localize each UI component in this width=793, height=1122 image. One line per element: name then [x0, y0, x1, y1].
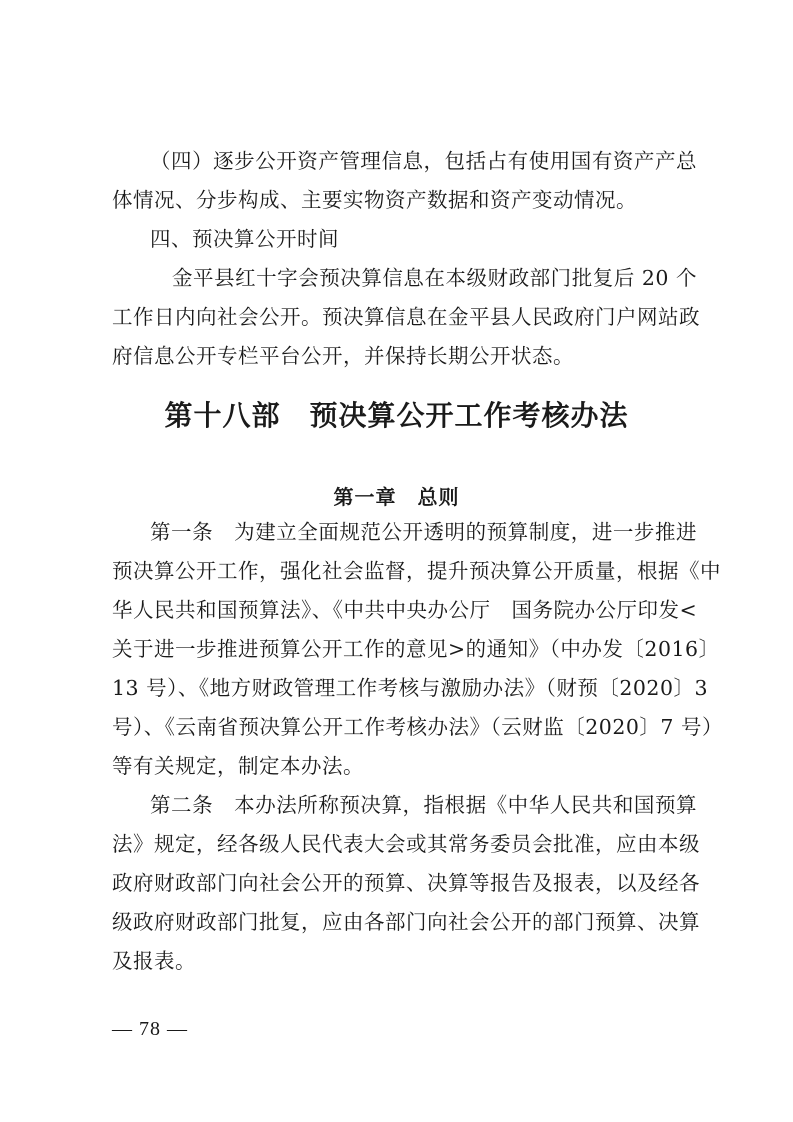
- article1-line5: 13 号）、《地方财政管理工作考核与激励办法》（财预〔2020〕3: [112, 676, 709, 700]
- article2-line3: 政府财政部门向社会公开的预算、决算等报告及报表，以及经各: [112, 871, 700, 895]
- article2-line1: 第二条 本办法所称预决算，指根据《中华人民共和国预算: [150, 793, 697, 817]
- article1-line1: 第一条 为建立全面规范公开透明的预算制度，进一步推进: [150, 520, 697, 544]
- disclosure-time-heading: 四、预决算公开时间: [150, 227, 339, 251]
- article1-line6: 号）、《云南省预决算公开工作考核办法》（云财监〔2020〕7 号）: [112, 715, 723, 739]
- section4-line1: （四）逐步公开资产管理信息，包括占有使用国有资产产总: [150, 149, 697, 173]
- disclosure-time-line1: 金平县红十字会预决算信息在本级财政部门批复后 20 个: [172, 266, 697, 290]
- disclosure-time-line2: 工作日内向社会公开。预决算信息在金平县人民政府门户网站政: [112, 305, 700, 329]
- article1-line2: 预决算公开工作，强化社会监督，提升预决算公开质量，根据《中: [112, 559, 721, 583]
- article2-line5: 及报表。: [112, 949, 196, 973]
- part-title: 第十八部 预决算公开工作考核办法: [164, 399, 629, 432]
- section4-line2: 体情况、分步构成、主要实物资产数据和资产变动情况。: [112, 188, 637, 212]
- article1-line4: 关于进一步推进预算公开工作的意见>的通知》（中办发〔2016〕: [112, 637, 720, 661]
- article1-line3: 华人民共和国预算法》、《中共中央办公厅 国务院办公厅印发<: [112, 598, 698, 622]
- chapter-title: 第一章 总则: [333, 485, 460, 509]
- article2-line2: 法》规定，经各级人民代表大会或其常务委员会批准，应由本级: [112, 832, 700, 856]
- article1-line7: 等有关规定，制定本办法。: [112, 754, 364, 778]
- article2-line4: 级政府财政部门批复，应由各部门向社会公开的部门预算、决算: [112, 910, 700, 934]
- disclosure-time-line3: 府信息公开专栏平台公开，并保持长期公开状态。: [112, 344, 574, 368]
- page-number: — 78 —: [112, 1018, 188, 1040]
